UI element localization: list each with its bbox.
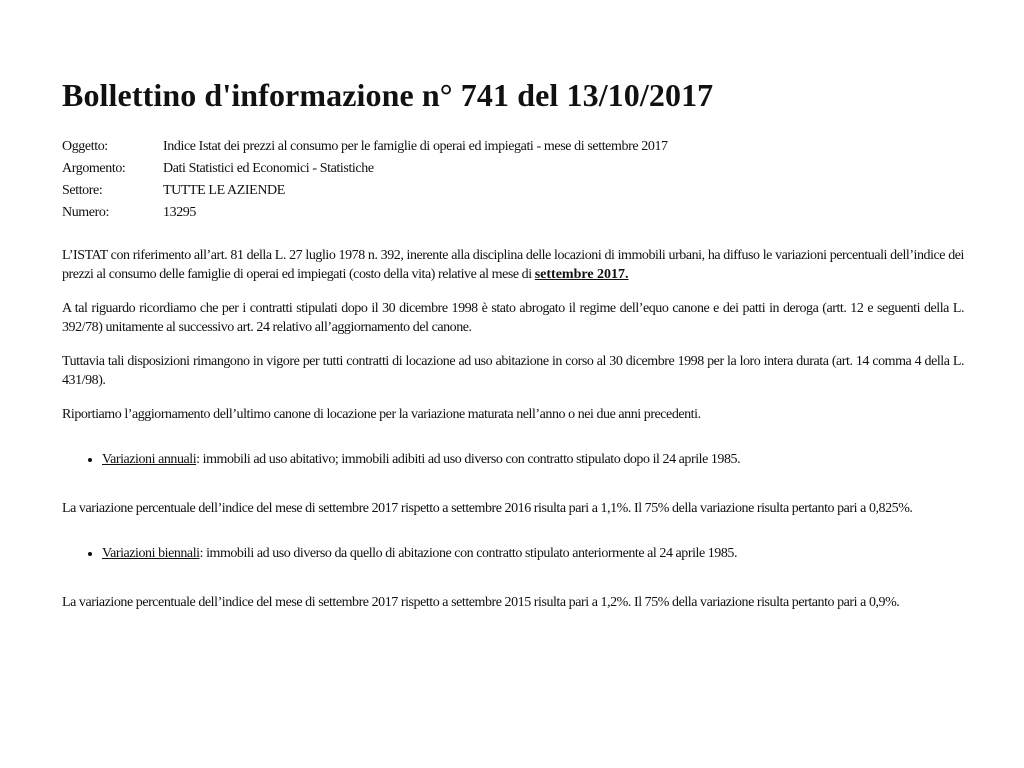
label-biennial-variations: Variazioni biennali: [102, 546, 200, 561]
text-biennial-variations: : immobili ad uso diverso da quello di abitazione con contratto stipulato anteriormente al 24 aprile 1985.: [199, 546, 738, 561]
meta-value-numero: 13295: [163, 205, 197, 220]
meta-label-oggetto: Oggetto:: [62, 139, 108, 154]
meta-label-settore: Settore:: [62, 183, 103, 198]
meta-label-argomento: Argomento:: [62, 161, 126, 176]
bulletin-title: Bollettino d'informazione n° 741 del 13/10/2017: [62, 77, 714, 113]
paragraph-istat-intro: [62, 246, 964, 284]
meta-label-numero: Numero:: [62, 205, 109, 220]
meta-row-oggetto: [62, 136, 668, 158]
meta-row-settore: [62, 180, 668, 202]
meta-row-numero: [62, 202, 668, 224]
meta-row-argomento: [62, 158, 668, 180]
paragraph-abrogation: A tal riguardo ricordiamo che per i contratti stipulati dopo il 30 dicembre 1998 è stato abrogato il regime dell’equo canone e dei patti in deroga (artt. 12 e seguenti della L. 392/78) unitamente al successivo art. 24 relativo all’aggiornamento del canone.: [62, 301, 964, 335]
list-item-biennial: [102, 544, 964, 563]
bullet-list-annual: [62, 450, 964, 469]
paragraph-istat-intro-text: L’ISTAT con riferimento all’art. 81 della L. 27 luglio 1978 n. 392, inerente alla disciplina delle locazioni di immobili urbani, ha diffuso le variazioni percentuali dell’indice dei prezzi al consumo delle famiglie di operai ed impiegati (costo della vita) relative al mese di: [62, 248, 964, 282]
paragraph-provisions: Tuttavia tali disposizioni rimangono in vigore per tutti contratti di locazione ad uso abitazione in corso al 30 dicembre 1998 per la loro intera durata (art. 14 comma 4 della L. 431/98).: [62, 354, 964, 388]
paragraph-biennial-result: La variazione percentuale dell’indice del mese di settembre 2017 rispetto a settembre 2015 risulta pari a 1,2%. Il 75% della variazione risulta pertanto pari a 0,9%.: [62, 595, 900, 610]
meta-value-settore: TUTTE LE AZIENDE: [163, 183, 285, 198]
label-annual-variations: Variazioni annuali: [102, 452, 197, 467]
meta-value-argomento: Dati Statistici ed Economici - Statistiche: [163, 161, 374, 176]
bullet-list-biennial: [62, 544, 964, 563]
list-item-annual: [102, 450, 964, 469]
highlight-month: settembre 2017.: [534, 267, 629, 282]
paragraph-update-intro: Riportiamo l’aggiornamento dell’ultimo canone di locazione per la variazione maturata nell’anno o nei due anni precedenti.: [62, 407, 701, 422]
bulletin-metadata: [62, 136, 668, 224]
text-annual-variations: : immobili ad uso abitativo; immobili adibiti ad uso diverso con contratto stipulato dopo il 24 aprile 1985.: [196, 452, 741, 467]
paragraph-annual-result: La variazione percentuale dell’indice del mese di settembre 2017 rispetto a settembre 2016 risulta pari a 1,1%. Il 75% della variazione risulta pertanto pari a 0,825%.: [62, 501, 913, 516]
meta-value-oggetto: Indice Istat dei prezzi al consumo per le famiglie di operai ed impiegati - mese di settembre 2017: [163, 139, 668, 154]
